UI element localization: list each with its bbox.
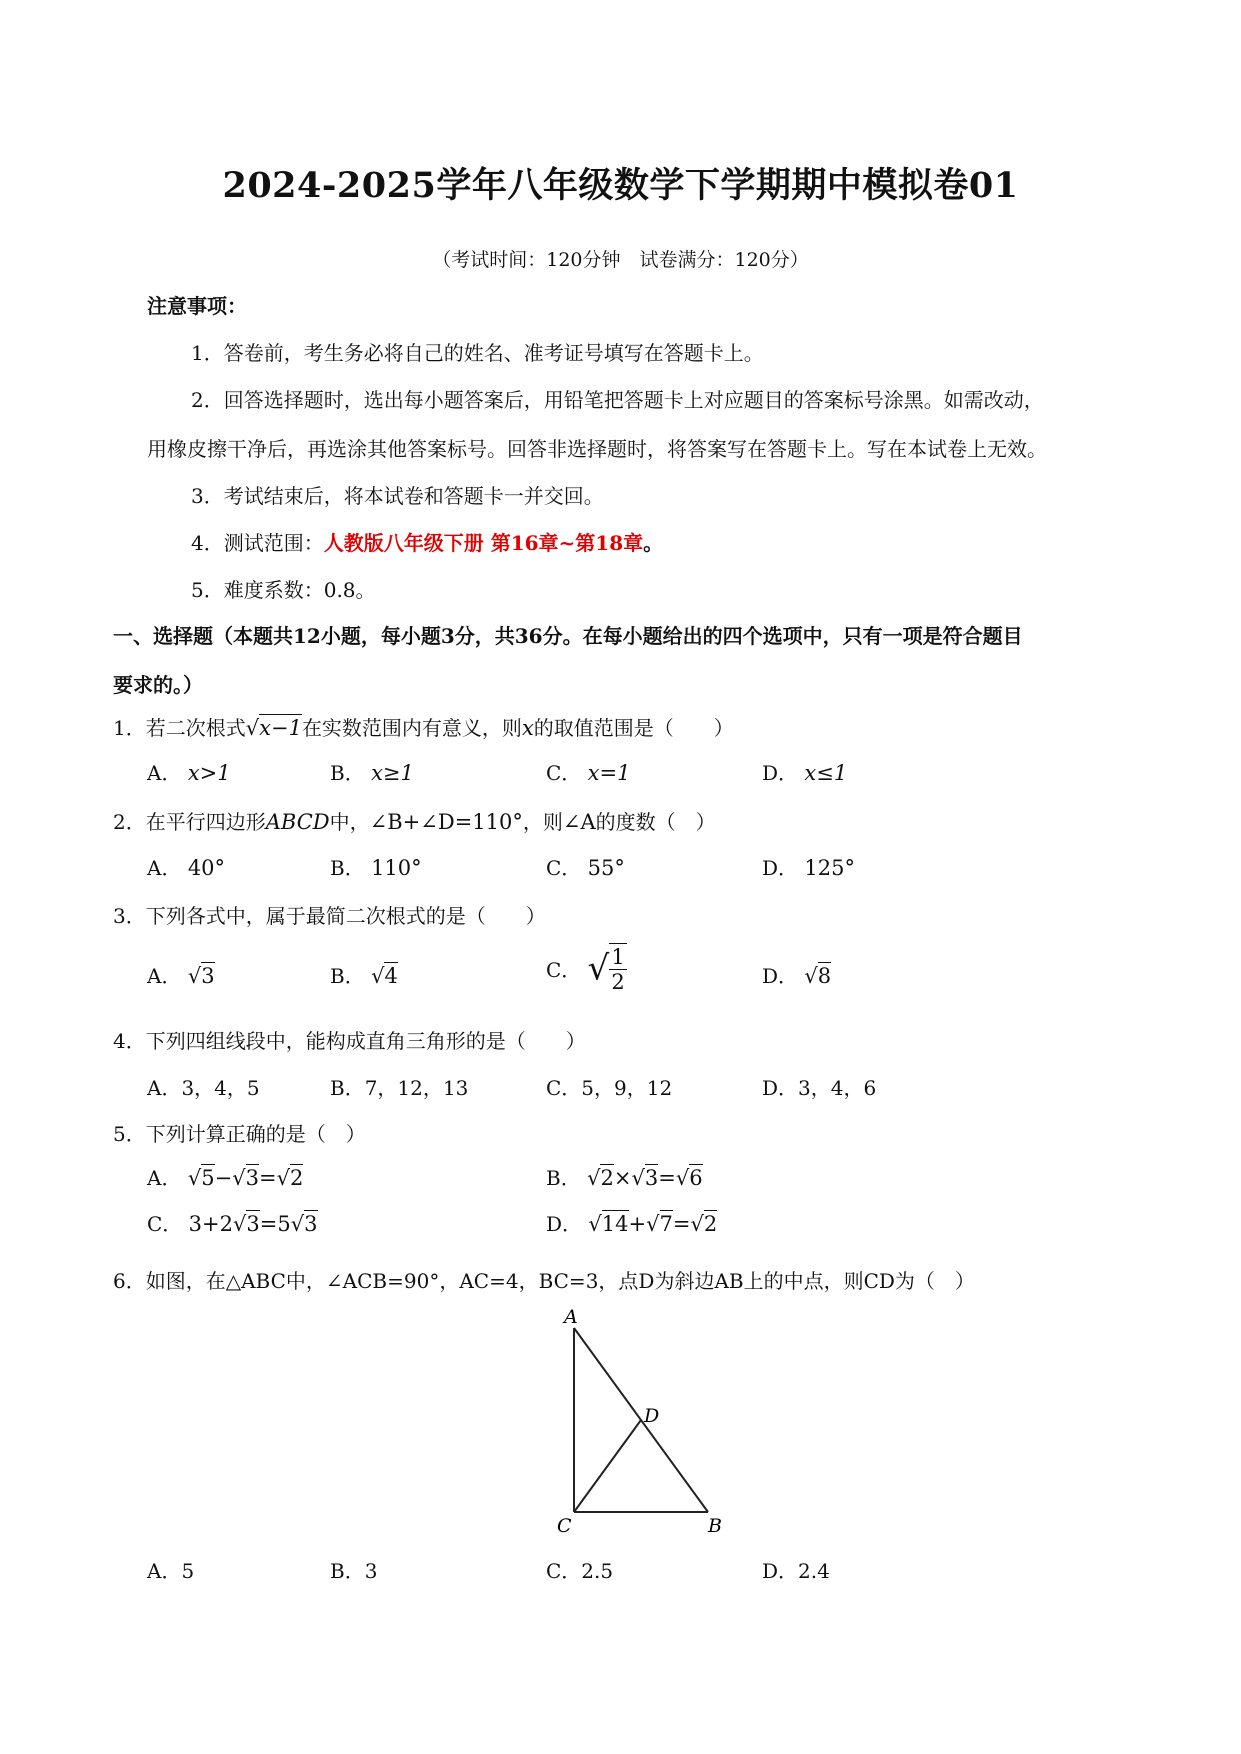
q5-option-c: C． 3+2√3=5√3 bbox=[147, 1212, 318, 1236]
q2-option-b: B． 110° bbox=[330, 856, 422, 880]
question-3: 3．下列各式中，属于最简二次根式的是（ ） bbox=[113, 904, 546, 928]
q6-option-a: A．5 bbox=[147, 1559, 195, 1583]
q1-text-mid: 在实数范围内有意义，则 bbox=[301, 716, 522, 740]
sqrt-icon: √ bbox=[245, 716, 260, 740]
question-1 bbox=[113, 712, 734, 741]
q2-option-d: D． 125° bbox=[762, 856, 855, 880]
note-item-1: 1．答卷前，考生务必将自己的姓名、准考证号填写在答题卡上。 bbox=[191, 341, 764, 365]
exam-info: （考试时间：120分钟 试卷满分：120分） bbox=[432, 249, 809, 271]
triangle-figure bbox=[540, 1305, 740, 1540]
q1-option-a: A． x>1 bbox=[147, 761, 231, 785]
q1-radicand: x−1 bbox=[259, 716, 302, 740]
note-item-4-suffix: 。 bbox=[643, 531, 664, 555]
question-4: 4．下列四组线段中，能构成直角三角形的是（ ） bbox=[113, 1029, 586, 1053]
note-item-3: 3．考试结束后，将本试卷和答题卡一并交回。 bbox=[191, 484, 604, 508]
sqrt-icon: √ bbox=[690, 1212, 704, 1236]
sqrt-icon: √ bbox=[646, 1212, 660, 1236]
q4-option-c: C．5，9，12 bbox=[546, 1076, 673, 1100]
q4-option-d: D．3，4，6 bbox=[762, 1076, 877, 1100]
q2-option-c: C． 55° bbox=[546, 856, 625, 880]
q3-option-c: C． √ $\frac{1}{2}$ bbox=[546, 945, 625, 994]
q4-option-a: A．3，4，5 bbox=[147, 1076, 260, 1100]
sqrt-icon: √ bbox=[187, 964, 202, 988]
q4-option-b: B．7，12，13 bbox=[330, 1076, 469, 1100]
q1-text-post: 的取值范围是（ ） bbox=[533, 716, 734, 740]
sqrt-icon: √ bbox=[187, 1166, 202, 1190]
q2-text-post: 的度数（ ） bbox=[595, 810, 716, 834]
sqrt-icon: √ bbox=[587, 948, 610, 989]
sqrt-icon: √ bbox=[631, 1166, 645, 1190]
q6-option-d: D．2.4 bbox=[762, 1559, 830, 1583]
sqrt-icon: √ bbox=[587, 1166, 601, 1190]
question-2 bbox=[113, 806, 716, 835]
note-item-2-cont: 用橡皮擦干净后，再选涂其他答案标号。回答非选择题时，将答案写在答题卡上。写在本试卷上无效。 bbox=[147, 437, 1047, 461]
q1-option-c: C． x=1 bbox=[546, 761, 631, 785]
q5-option-b: B． √2×√3=√6 bbox=[546, 1166, 703, 1190]
q1-number: 1． bbox=[113, 716, 146, 740]
sqrt-icon: √ bbox=[804, 964, 818, 988]
test-range: 人教版八年级下册 第16章~第18章 bbox=[323, 531, 644, 555]
vertex-label-d: D bbox=[644, 1405, 660, 1427]
q2-text-pre: 在平行四边形 bbox=[145, 810, 266, 834]
sqrt-icon: √ bbox=[290, 1212, 305, 1236]
q2-angle: ∠A bbox=[562, 810, 596, 834]
page-title: 2024-2025学年八年级数学下学期期中模拟卷01 bbox=[222, 165, 1019, 206]
note-item-4 bbox=[191, 527, 663, 556]
sqrt-icon: √ bbox=[276, 1166, 290, 1190]
sqrt-icon: √ bbox=[233, 1212, 247, 1236]
q1-text-pre: 若二次根式 bbox=[145, 716, 246, 740]
section-heading-cont: 要求的。） bbox=[113, 673, 203, 697]
q5-option-a: A． √5−√3=√2 bbox=[147, 1166, 304, 1190]
q3-option-a: A． √3 bbox=[147, 964, 215, 988]
q6-option-c: C．2.5 bbox=[546, 1559, 614, 1583]
section-heading: 一、选择题（本题共12小题，每小题3分，共36分。在每小题给出的四个选项中，只有一项是符合题目 bbox=[113, 624, 1023, 648]
q1-option-d: D． x≤1 bbox=[762, 761, 848, 785]
notes-heading: 注意事项： bbox=[147, 294, 247, 318]
q6-option-b: B．3 bbox=[330, 1559, 378, 1583]
sqrt-icon: √ bbox=[371, 964, 385, 988]
vertex-label-c: C bbox=[557, 1515, 572, 1537]
segment-cd bbox=[574, 1420, 641, 1512]
sqrt-icon: √ bbox=[232, 1166, 246, 1190]
q5-option-d: D． √14+√7=√2 bbox=[546, 1212, 718, 1236]
q2-option-a: A． 40° bbox=[147, 856, 226, 880]
note-item-5: 5．难度系数：0.8。 bbox=[191, 578, 376, 602]
q3-option-b: B． √4 bbox=[330, 964, 398, 988]
q2-number: 2． bbox=[113, 810, 146, 834]
sqrt-icon: √ bbox=[588, 1212, 602, 1236]
q2-text-post-pre: ，则 bbox=[522, 810, 563, 834]
q2-text-mid: 中， bbox=[329, 810, 370, 834]
vertex-label-b: B bbox=[708, 1515, 722, 1537]
q2-shape: ABCD bbox=[265, 810, 330, 834]
question-5: 5．下列计算正确的是（ ） bbox=[113, 1122, 366, 1146]
q2-condition: ∠B+∠D=110° bbox=[369, 810, 523, 834]
note-item-4-prefix: 4．测试范围： bbox=[191, 531, 324, 555]
sqrt-icon: √ bbox=[675, 1166, 690, 1190]
q1-variable: x bbox=[521, 716, 534, 740]
question-6: 6．如图，在△ABC中，∠ACB=90°，AC=4，BC=3，点D为斜边AB上的中点，则CD为（ ） bbox=[113, 1269, 975, 1293]
q3-option-d: D． √8 bbox=[762, 964, 832, 988]
fraction: $\frac{1}{2}$ bbox=[611, 945, 625, 994]
vertex-label-a: A bbox=[564, 1306, 578, 1328]
q1-option-b: B． x≥1 bbox=[330, 761, 414, 785]
note-item-2: 2．回答选择题时，选出每小题答案后，用铅笔把答题卡上对应题目的答案标号涂黑。如需改动， bbox=[191, 388, 1044, 412]
